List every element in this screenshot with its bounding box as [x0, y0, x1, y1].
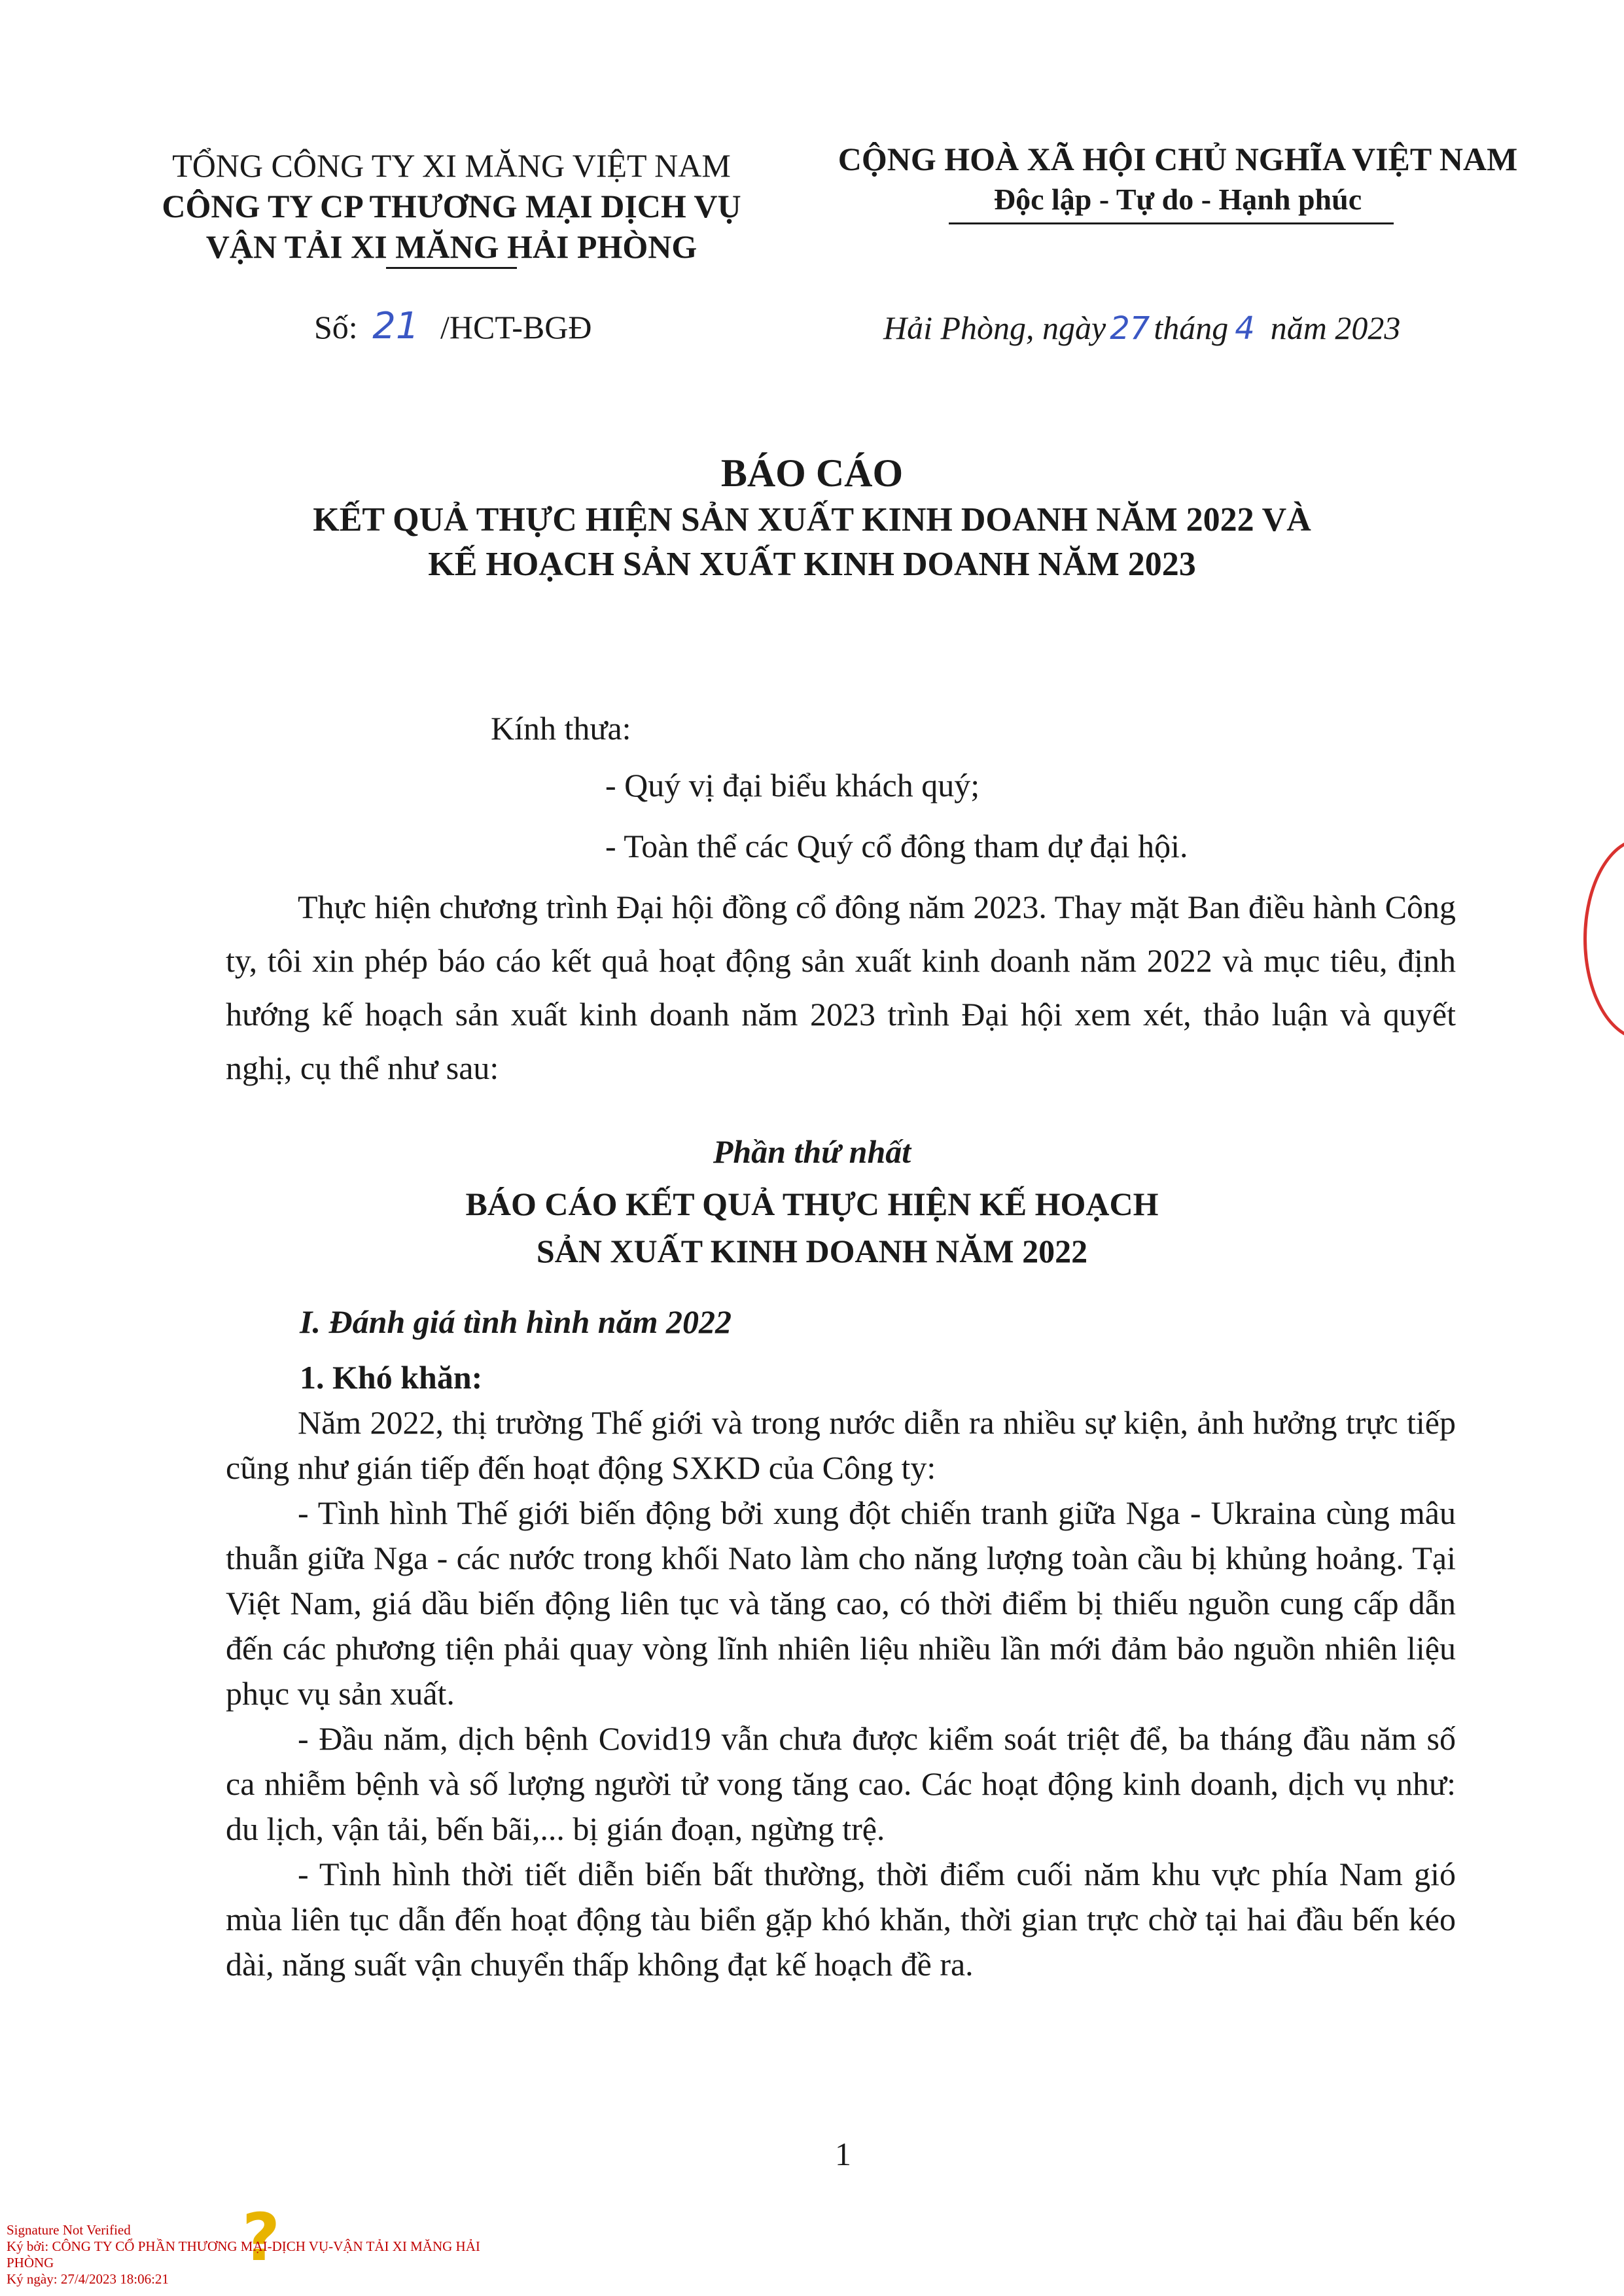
parent-company-name: TỔNG CÔNG TY XI MĂNG VIỆT NAM — [172, 147, 731, 184]
report-title-block — [0, 448, 1624, 587]
greeting-item-1: - Quý vị đại biểu khách quý; — [605, 767, 980, 804]
company-name-line1: CÔNG TY CP THƯƠNG MẠI DỊCH VỤ — [162, 188, 741, 224]
part-one-title-1: BÁO CÁO KẾT QUẢ THỰC HIỆN KẾ HOẠCH — [465, 1186, 1159, 1222]
report-subtitle-1: KẾT QUẢ THỰC HIỆN SẢN XUẤT KINH DOANH NĂM 2022 VÀ — [313, 501, 1311, 539]
report-subtitle-2: KẾ HOẠCH SẢN XUẤT KINH DOANH NĂM 2023 — [428, 546, 1196, 583]
question-mark-icon: ? — [242, 2199, 281, 2276]
signature-signer-cont: PHÒNG — [7, 2255, 54, 2270]
greeting-item-2: - Toàn thể các Quý cổ đông tham dự đại hội. — [605, 828, 1188, 864]
section-heading: I. Đánh giá tình hình năm 2022 — [300, 1303, 732, 1340]
signature-date: Ký ngày: 27/4/2023 18:06:21 — [7, 2271, 169, 2287]
date-month-label: tháng — [1154, 309, 1229, 346]
company-name-line2: VẬN TẢI XI MĂNG HẢI PHÒNG — [205, 228, 697, 265]
part-one-title-2: SẢN XUẤT KINH DOANH NĂM 2022 — [536, 1233, 1088, 1269]
difficulty-item-2: - Đầu năm, dịch bệnh Covid19 vẫn chưa được kiểm soát triệt để, ba tháng đầu năm số ca nhiễm bệnh và số lượng người tử vong tăng cao. Các hoạt động kinh doanh, dịch vụ như: du lịch, vận tải, bến bãi,... bị gián đoạn, ngừng trệ. — [226, 1720, 1456, 1847]
handwritten-day: 27 — [1110, 310, 1150, 347]
handwritten-number: 21 — [372, 305, 419, 347]
document-date — [883, 308, 1400, 349]
date-year: năm 2023 — [1270, 309, 1401, 346]
motto-underline — [949, 222, 1394, 224]
signature-signer: Ký bởi: CÔNG TY CỔ PHẦN THƯƠNG MẠI-DỊCH VỤ-VẬN TẢI XI MĂNG HẢI — [7, 2238, 480, 2254]
national-motto-block — [798, 139, 1557, 220]
motto: Độc lập - Tự do - Hạnh phúc — [993, 183, 1362, 216]
country-name: CỘNG HOÀ XÃ HỘI CHỦ NGHĨA VIỆT NAM — [838, 141, 1518, 177]
report-title: BÁO CÁO — [720, 451, 904, 495]
page-number: 1 — [835, 2136, 851, 2172]
signature-status: Signature Not Verified — [7, 2222, 131, 2238]
number-suffix: /HCT-BGĐ — [440, 309, 592, 345]
issuer-underline — [386, 267, 517, 269]
salutation: Kính thưa: — [491, 710, 631, 747]
digital-signature — [7, 2222, 480, 2287]
issuer-block — [124, 145, 779, 267]
company-seal-icon — [1583, 838, 1624, 1040]
subsection-heading: 1. Khó khăn: — [300, 1359, 483, 1396]
intro-block — [226, 880, 1456, 1095]
date-prefix: Hải Phòng, ngày — [883, 309, 1106, 346]
section-body — [226, 1400, 1456, 1987]
difficulty-item-1: - Tình hình Thế giới biến động bởi xung đột chiến tranh giữa Nga - Ukraina cùng mâu thuẫn giữa Nga - các nước trong khối Nato làm cho năng lượng toàn cầu bị khủng hoảng. Tại Việt Nam, giá dầu biến động liên tục và tăng cao, có thời điểm bị thiếu nguồn cung cấp dẫn đến các phương tiện phải quay vòng lĩnh nhiên liệu nhiều lần mới đảm bảo nguồn nhiên liệu phục vụ sản xuất. — [226, 1494, 1456, 1712]
part-one-heading — [0, 1129, 1624, 1274]
part-one-label: Phần thứ nhất — [713, 1133, 911, 1170]
handwritten-month: 4 — [1235, 310, 1255, 347]
difficulties-intro: Năm 2022, thị trường Thế giới và trong nước diễn ra nhiều sự kiện, ảnh hưởng trực tiếp cũng như gián tiếp đến hoạt động SXKD của Công ty: — [226, 1404, 1456, 1486]
document-number — [314, 306, 592, 347]
intro-paragraph: Thực hiện chương trình Đại hội đồng cổ đông năm 2023. Thay mặt Ban điều hành Công ty, tôi xin phép báo cáo kết quả hoạt động sản xuất kinh doanh năm 2022 và mục tiêu, định hướng kế hoạch sản xuất kinh doanh năm 2023 trình Đại hội xem xét, thảo luận và quyết nghị, cụ thể như sau: — [226, 889, 1456, 1086]
difficulty-item-3: - Tình hình thời tiết diễn biến bất thường, thời điểm cuối năm khu vực phía Nam gió mùa liên tục dẫn đến hoạt động tàu biển gặp khó khăn, thời gian trực chờ tại hai đầu bến kéo dài, năng suất vận chuyển thấp không đạt kế hoạch đề ra. — [226, 1856, 1456, 1983]
number-prefix: Số: — [314, 309, 358, 345]
